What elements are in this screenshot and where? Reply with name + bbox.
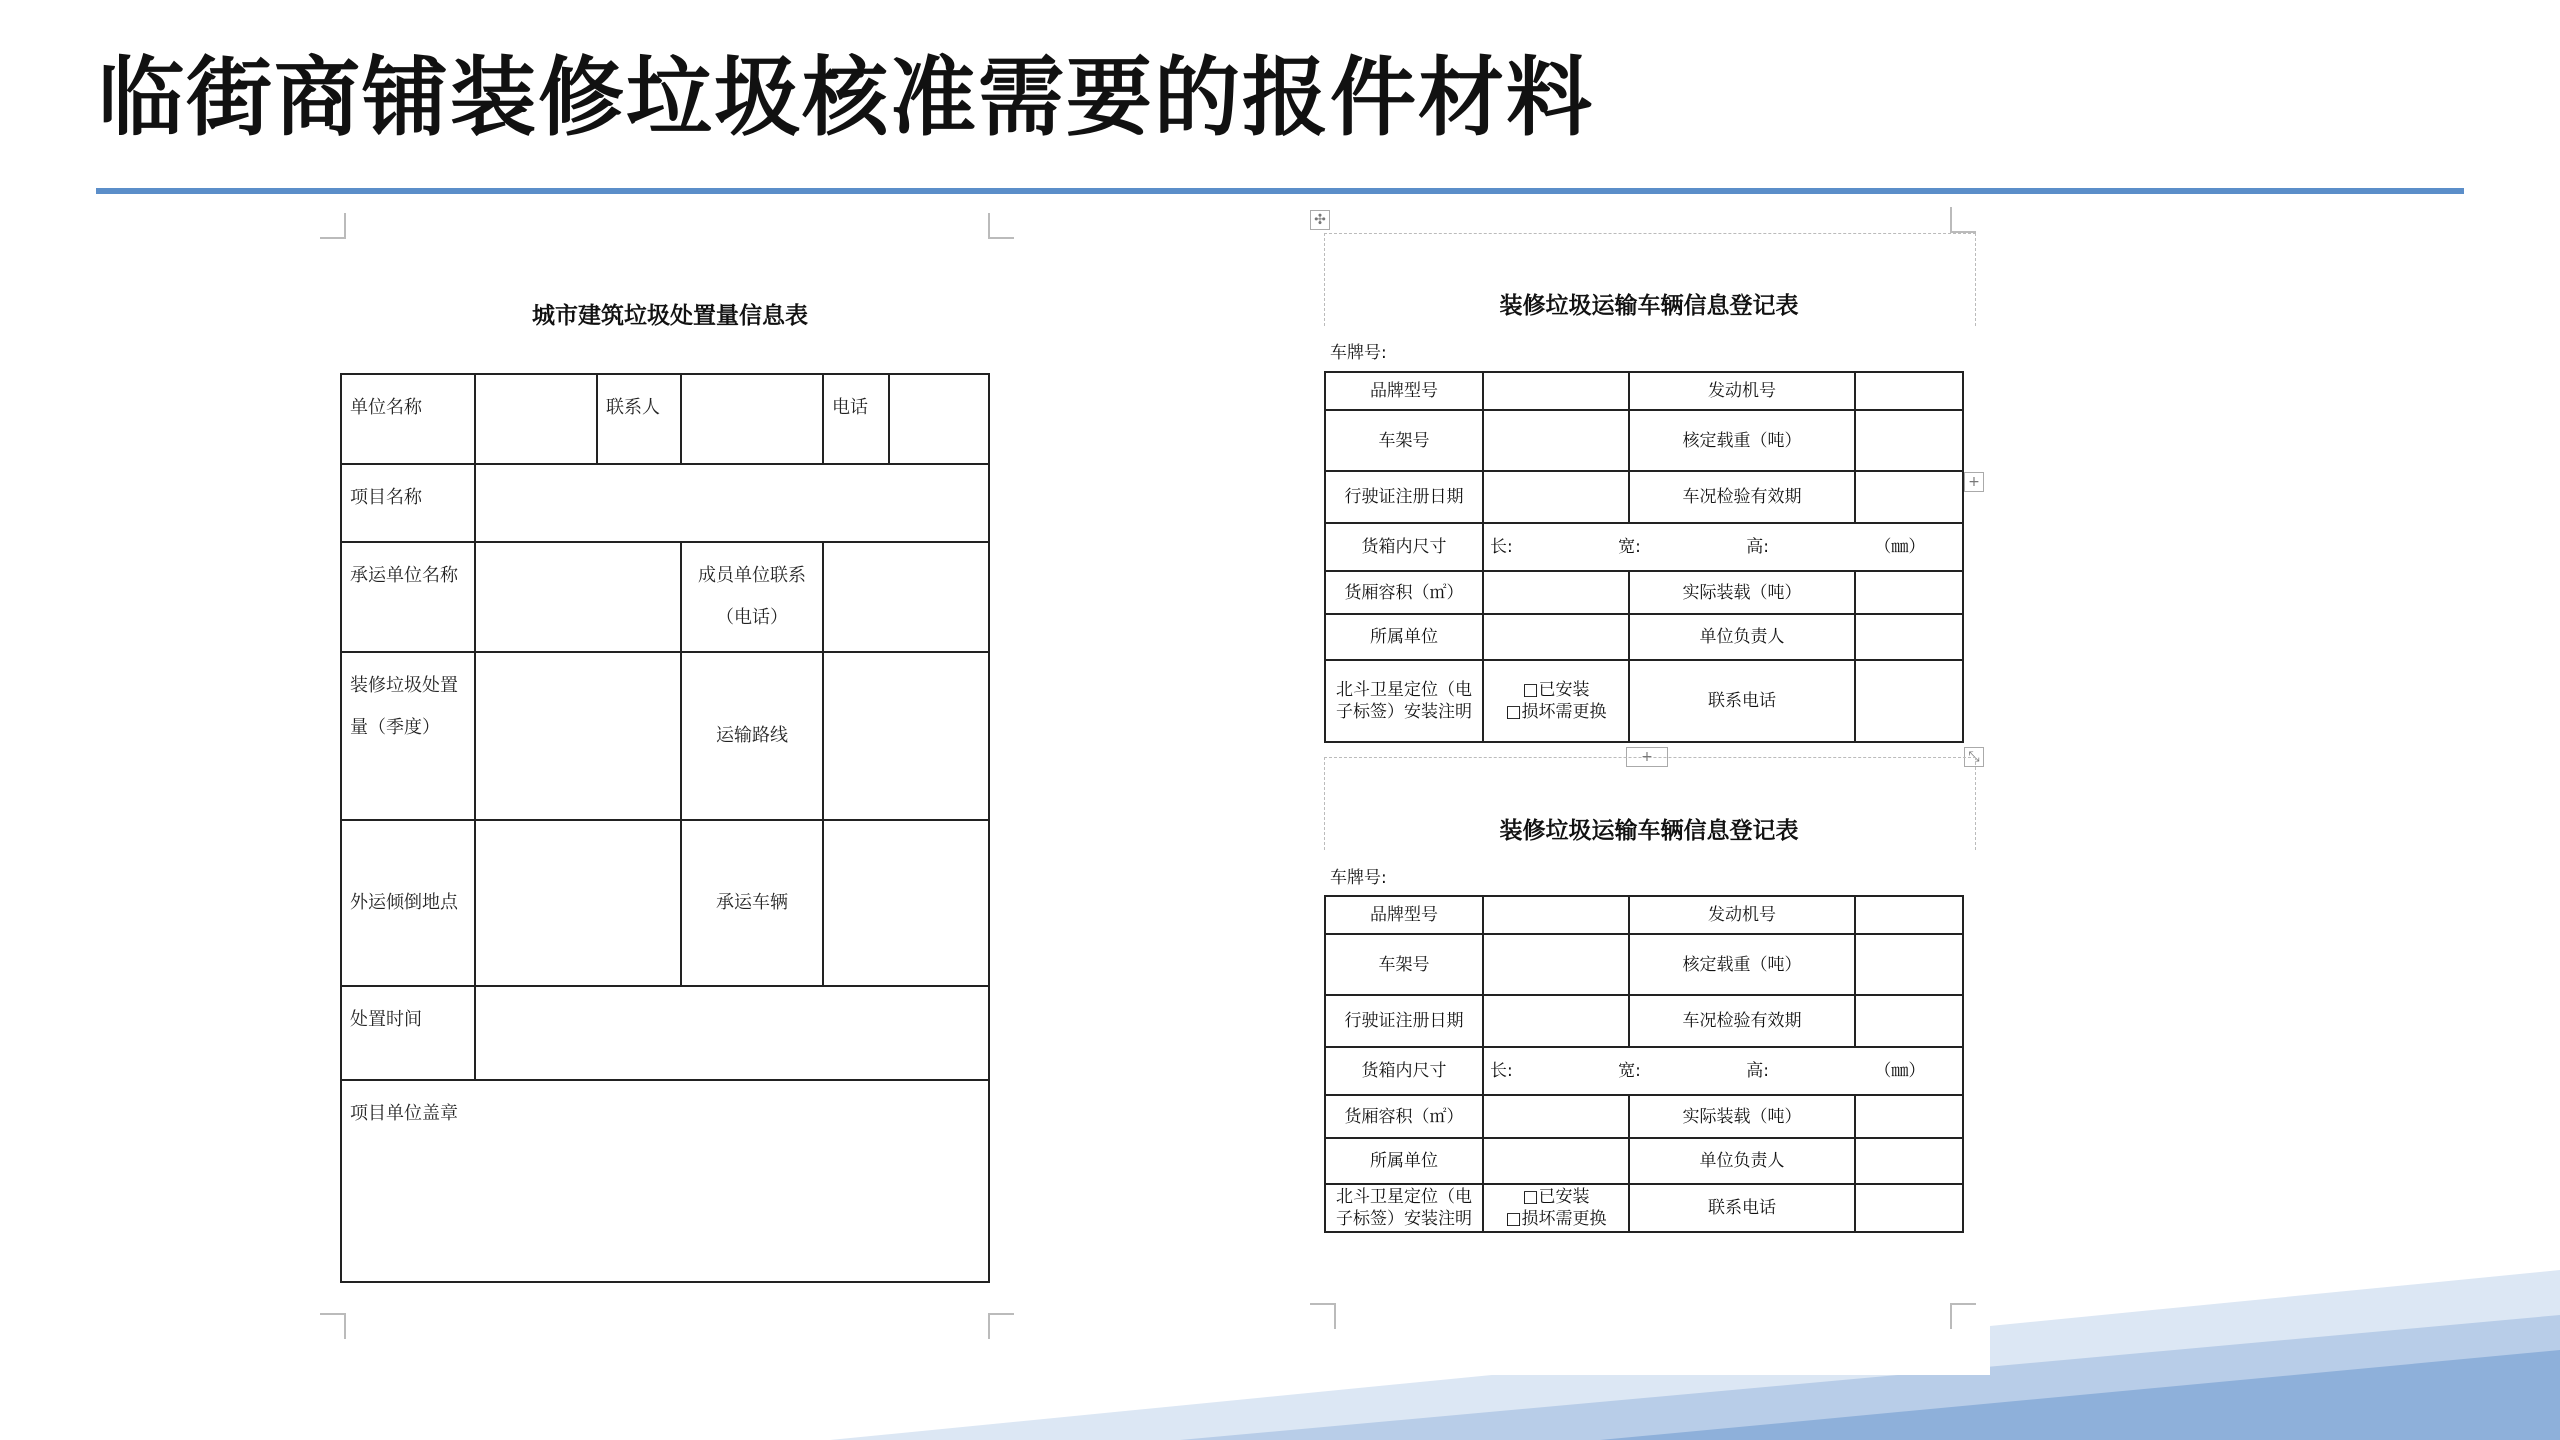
- beidou-label: 北斗卫星定位（电 子标签）安装注明: [1325, 660, 1483, 742]
- add-column-handle[interactable]: +: [1964, 472, 1984, 492]
- table-row: [1325, 995, 1963, 1047]
- owner-unit-field[interactable]: [1483, 1138, 1629, 1184]
- dump-site-label: 外运倾倒地点: [341, 820, 475, 986]
- inspection-valid-label: 车况检验有效期: [1629, 471, 1855, 523]
- size-unit-label: （㎜）: [1874, 537, 1926, 557]
- project-name-label: 项目名称: [341, 464, 475, 542]
- table-row: [1325, 1095, 1963, 1138]
- member-contact-field[interactable]: [823, 542, 989, 652]
- actual-load-field[interactable]: [1855, 1095, 1963, 1138]
- cargo-volume-field[interactable]: [1483, 571, 1629, 614]
- engine-no-label: 发动机号: [1629, 896, 1855, 934]
- damaged-checkbox[interactable]: □损坏需更换: [1505, 702, 1607, 722]
- brand-model-field[interactable]: [1483, 896, 1629, 934]
- table-row: [341, 374, 989, 464]
- registration-form-title: 装修垃圾运输车辆信息登记表: [1499, 818, 1799, 844]
- project-name-field[interactable]: [475, 464, 989, 542]
- phone-label: 电话: [823, 374, 889, 464]
- carrier-name-field[interactable]: [475, 542, 681, 652]
- length-label: 长:: [1490, 1061, 1513, 1081]
- actual-load-label: 实际装载（吨）: [1629, 571, 1855, 614]
- contact-label: 联系人: [597, 374, 681, 464]
- vehicle-registration-document: [1310, 195, 1990, 1375]
- disposal-time-label: 处置时间: [341, 986, 475, 1080]
- table-row: [1325, 660, 1963, 742]
- table-move-handle[interactable]: ✣: [1310, 210, 1330, 230]
- unit-leader-field[interactable]: [1855, 614, 1963, 660]
- frame-no-label: 车架号: [1325, 934, 1483, 995]
- unit-name-label: 单位名称: [341, 374, 475, 464]
- table-row: [1325, 1047, 1963, 1095]
- page-corner-mark: [320, 213, 346, 239]
- unit-leader-field[interactable]: [1855, 1138, 1963, 1184]
- table-row: [1325, 410, 1963, 471]
- plate-number-label: 车牌号:: [1330, 868, 1387, 888]
- page-corner-mark: [1310, 1303, 1336, 1329]
- table-resize-handle[interactable]: ⤡: [1964, 747, 1984, 767]
- table-row: [341, 464, 989, 542]
- actual-load-field[interactable]: [1855, 571, 1963, 614]
- rated-load-label: 核定载重（吨）: [1629, 934, 1855, 995]
- actual-load-label: 实际装载（吨）: [1629, 1095, 1855, 1138]
- contact-phone-label: 联系电话: [1629, 1184, 1855, 1232]
- owner-unit-field[interactable]: [1483, 614, 1629, 660]
- unit-leader-label: 单位负责人: [1629, 614, 1855, 660]
- beidou-label: 北斗卫星定位（电 子标签）安装注明: [1325, 1184, 1483, 1232]
- table-row: [1325, 571, 1963, 614]
- vehicles-field[interactable]: [823, 820, 989, 986]
- document-heading: 城市建筑垃圾处置量信息表: [532, 303, 808, 329]
- page-corner-mark: [988, 1313, 1014, 1339]
- table-row: [341, 820, 989, 986]
- contact-field[interactable]: [681, 374, 823, 464]
- damaged-checkbox[interactable]: □损坏需更换: [1505, 1209, 1607, 1229]
- vehicles-label: 承运车辆: [681, 820, 823, 986]
- route-label: 运输路线: [681, 652, 823, 820]
- table-row: [1325, 471, 1963, 523]
- page-corner-mark: [988, 213, 1014, 239]
- beidou-status-options[interactable]: [1483, 660, 1629, 742]
- cargo-size-label: 货箱内尺寸: [1325, 523, 1483, 571]
- inspection-valid-field[interactable]: [1855, 471, 1963, 523]
- height-label: 高:: [1746, 1061, 1770, 1081]
- contact-phone-label: 联系电话: [1629, 660, 1855, 742]
- contact-phone-field[interactable]: [1855, 660, 1963, 742]
- table-row: [341, 652, 989, 820]
- vehicle-info-table: [1324, 371, 1964, 743]
- inspection-valid-label: 车况检验有效期: [1629, 995, 1855, 1047]
- owner-unit-label: 所属单位: [1325, 614, 1483, 660]
- owner-unit-label: 所属单位: [1325, 1138, 1483, 1184]
- installed-checkbox[interactable]: □已安装: [1522, 1187, 1590, 1207]
- page-corner-mark: [320, 1313, 346, 1339]
- cargo-size-field[interactable]: [1483, 1047, 1963, 1095]
- brand-model-label: 品牌型号: [1325, 896, 1483, 934]
- installed-checkbox[interactable]: □已安装: [1522, 680, 1590, 700]
- seal-area[interactable]: 项目单位盖章: [341, 1080, 989, 1282]
- table-row: [1325, 896, 1963, 934]
- disposal-time-field[interactable]: [475, 986, 989, 1080]
- brand-model-label: 品牌型号: [1325, 372, 1483, 410]
- plate-number-label: 车牌号:: [1330, 343, 1387, 363]
- table-row: [1325, 372, 1963, 410]
- registration-form-title: 装修垃圾运输车辆信息登记表: [1499, 293, 1799, 319]
- license-date-field[interactable]: [1483, 995, 1629, 1047]
- vehicle-info-table: [1324, 895, 1964, 1233]
- license-date-field[interactable]: [1483, 471, 1629, 523]
- height-label: 高:: [1746, 537, 1770, 557]
- table-row: [341, 1080, 989, 1282]
- license-date-label: 行驶证注册日期: [1325, 995, 1483, 1047]
- table-row: [1325, 523, 1963, 571]
- disposal-info-document: [320, 205, 1020, 1345]
- beidou-status-options[interactable]: [1483, 1184, 1629, 1232]
- contact-phone-field[interactable]: [1855, 1184, 1963, 1232]
- table-row: [341, 986, 989, 1080]
- engine-no-field[interactable]: [1855, 896, 1963, 934]
- engine-no-field[interactable]: [1855, 372, 1963, 410]
- frame-no-label: 车架号: [1325, 410, 1483, 471]
- route-field[interactable]: [823, 652, 989, 820]
- dump-site-field[interactable]: [475, 820, 681, 986]
- length-label: 长:: [1490, 537, 1513, 557]
- rated-load-label: 核定载重（吨）: [1629, 410, 1855, 471]
- width-label: 宽:: [1618, 1061, 1641, 1081]
- cargo-volume-label: 货厢容积（㎡）: [1325, 1095, 1483, 1138]
- license-date-label: 行驶证注册日期: [1325, 471, 1483, 523]
- cargo-volume-field[interactable]: [1483, 1095, 1629, 1138]
- waste-volume-field[interactable]: [475, 652, 681, 820]
- member-contact-label: 成员单位联系 （电话）: [681, 542, 823, 652]
- page-corner-mark: [1950, 1303, 1976, 1329]
- waste-volume-label: 装修垃圾处置 量（季度）: [341, 652, 475, 820]
- cargo-size-label: 货箱内尺寸: [1325, 1047, 1483, 1095]
- cargo-volume-label: 货厢容积（㎡）: [1325, 571, 1483, 614]
- phone-field[interactable]: [889, 374, 989, 464]
- table-row: [1325, 614, 1963, 660]
- rated-load-field[interactable]: [1855, 410, 1963, 471]
- page-corner-mark: [1950, 207, 1976, 233]
- size-unit-label: （㎜）: [1874, 1061, 1926, 1081]
- width-label: 宽:: [1618, 537, 1641, 557]
- rated-load-field[interactable]: [1855, 934, 1963, 995]
- slide-title: 临街商铺装修垃圾核准需要的报件材料: [98, 48, 1594, 148]
- inspection-valid-field[interactable]: [1855, 995, 1963, 1047]
- table-row: [1325, 1138, 1963, 1184]
- brand-model-field[interactable]: [1483, 372, 1629, 410]
- frame-no-field[interactable]: [1483, 934, 1629, 995]
- frame-no-field[interactable]: [1483, 410, 1629, 471]
- table-row: [341, 542, 989, 652]
- unit-name-field[interactable]: [475, 374, 597, 464]
- cargo-size-field[interactable]: [1483, 523, 1963, 571]
- unit-leader-label: 单位负责人: [1629, 1138, 1855, 1184]
- disposal-info-table: [340, 373, 990, 1283]
- table-row: [1325, 934, 1963, 995]
- add-row-handle[interactable]: +: [1626, 747, 1668, 767]
- carrier-name-label: 承运单位名称: [341, 542, 475, 652]
- engine-no-label: 发动机号: [1629, 372, 1855, 410]
- table-row: [1325, 1184, 1963, 1232]
